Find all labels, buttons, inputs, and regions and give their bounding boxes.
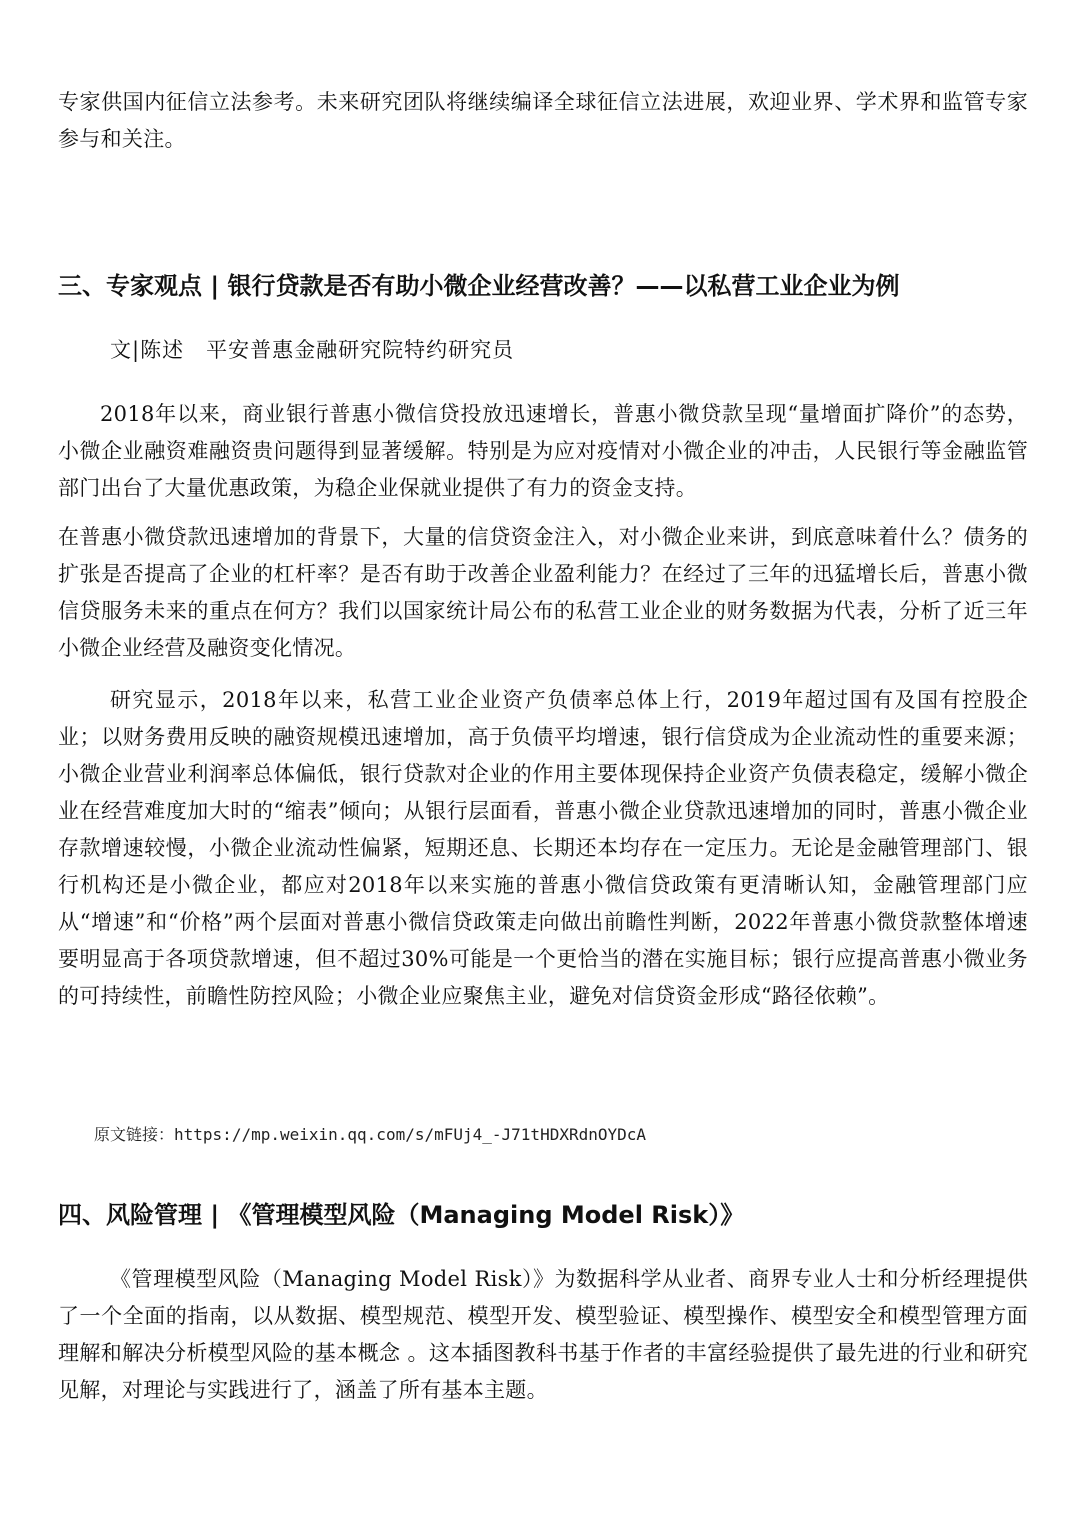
section-4-heading: 四、风险管理 | 《管理模型风险（Managing Model Risk）》 (58, 1201, 745, 1229)
source-link-url[interactable]: https://mp.weixin.qq.com/s/mFUj4_-J71tHDXRdnOYDcA (174, 1125, 647, 1144)
section-3-paragraph-1: 2018年以来，商业银行普惠小微信贷投放迅速增长，普惠小微贷款呈现“量增面扩降价”的态势，小微企业融资难融资贵问题得到显著缓解。特别是为应对疫情对小微企业的冲击，人民银行等金融监管部门出台了大量优惠政策，为稳企业保就业提供了有力的资金支持。 (58, 402, 1028, 500)
byline: 文|陈述 平安普惠金融研究院特约研究员 (110, 338, 515, 362)
source-link-label: 原文链接： (94, 1125, 175, 1144)
source-link-line (94, 1122, 646, 1148)
intro-paragraph: 专家供国内征信立法参考。未来研究团队将继续编译全球征信立法进展，欢迎业界、学术界和监管专家参与和关注。 (58, 90, 1028, 151)
document-page (58, 0, 1028, 1532)
section-3-paragraph-2: 在普惠小微贷款迅速增加的背景下，大量的信贷资金注入，对小微企业来讲，到底意味着什么？债务的扩张是否提高了企业的杠杆率？是否有助于改善企业盈利能力？在经过了三年的迅猛增长后，普惠小微信贷服务未来的重点在何方？我们以国家统计局公布的私营工业企业的财务数据为代表，分析了近三年小微企业经营及融资变化情况。 (58, 525, 1028, 660)
section-3-paragraph-3: 研究显示，2018年以来，私营工业企业资产负债率总体上行，2019年超过国有及国有控股企业；以财务费用反映的融资规模迅速增加，高于负债平均增速，银行信贷成为企业流动性的重要来源；小微企业营业利润率总体偏低，银行贷款对企业的作用主要体现保持企业资产负债表稳定，缓解小微企业在经营难度加大时的“缩表”倾向；从银行层面看，普惠小微企业贷款迅速增加的同时，普惠小微企业存款增速较慢，小微企业流动性偏紧，短期还息、长期还本均存在一定压力。无论是金融管理部门、银行机构还是小微企业，都应对2018年以来实施的普惠小微信贷政策有更清晰认知，金融管理部门应从“增速”和“价格”两个层面对普惠小微信贷政策走向做出前瞻性判断，2022年普惠小微贷款整体增速要明显高于各项贷款增速，但不超过30%可能是一个更恰当的潜在实施目标；银行应提高普惠小微业务的可持续性，前瞻性防控风险；小微企业应聚焦主业，避免对信贷资金形成“路径依赖”。 (58, 688, 1028, 1008)
section-3-heading: 三、专家观点 | 银行贷款是否有助小微企业经营改善？——以私营工业企业为例 (58, 272, 900, 300)
section-4-paragraph-1: 《管理模型风险（Managing Model Risk）》为数据科学从业者、商界专业人士和分析经理提供了一个全面的指南，以从数据、模型规范、模型开发、模型验证、模型操作、模型安全和模型管理方面理解和解决分析模型风险的基本概念 。这本插图教科书基于作者的丰富经验提供了最先进的行业和研究见解，对理论与实践进行了，涵盖了所有基本主题。 (58, 1267, 1028, 1402)
